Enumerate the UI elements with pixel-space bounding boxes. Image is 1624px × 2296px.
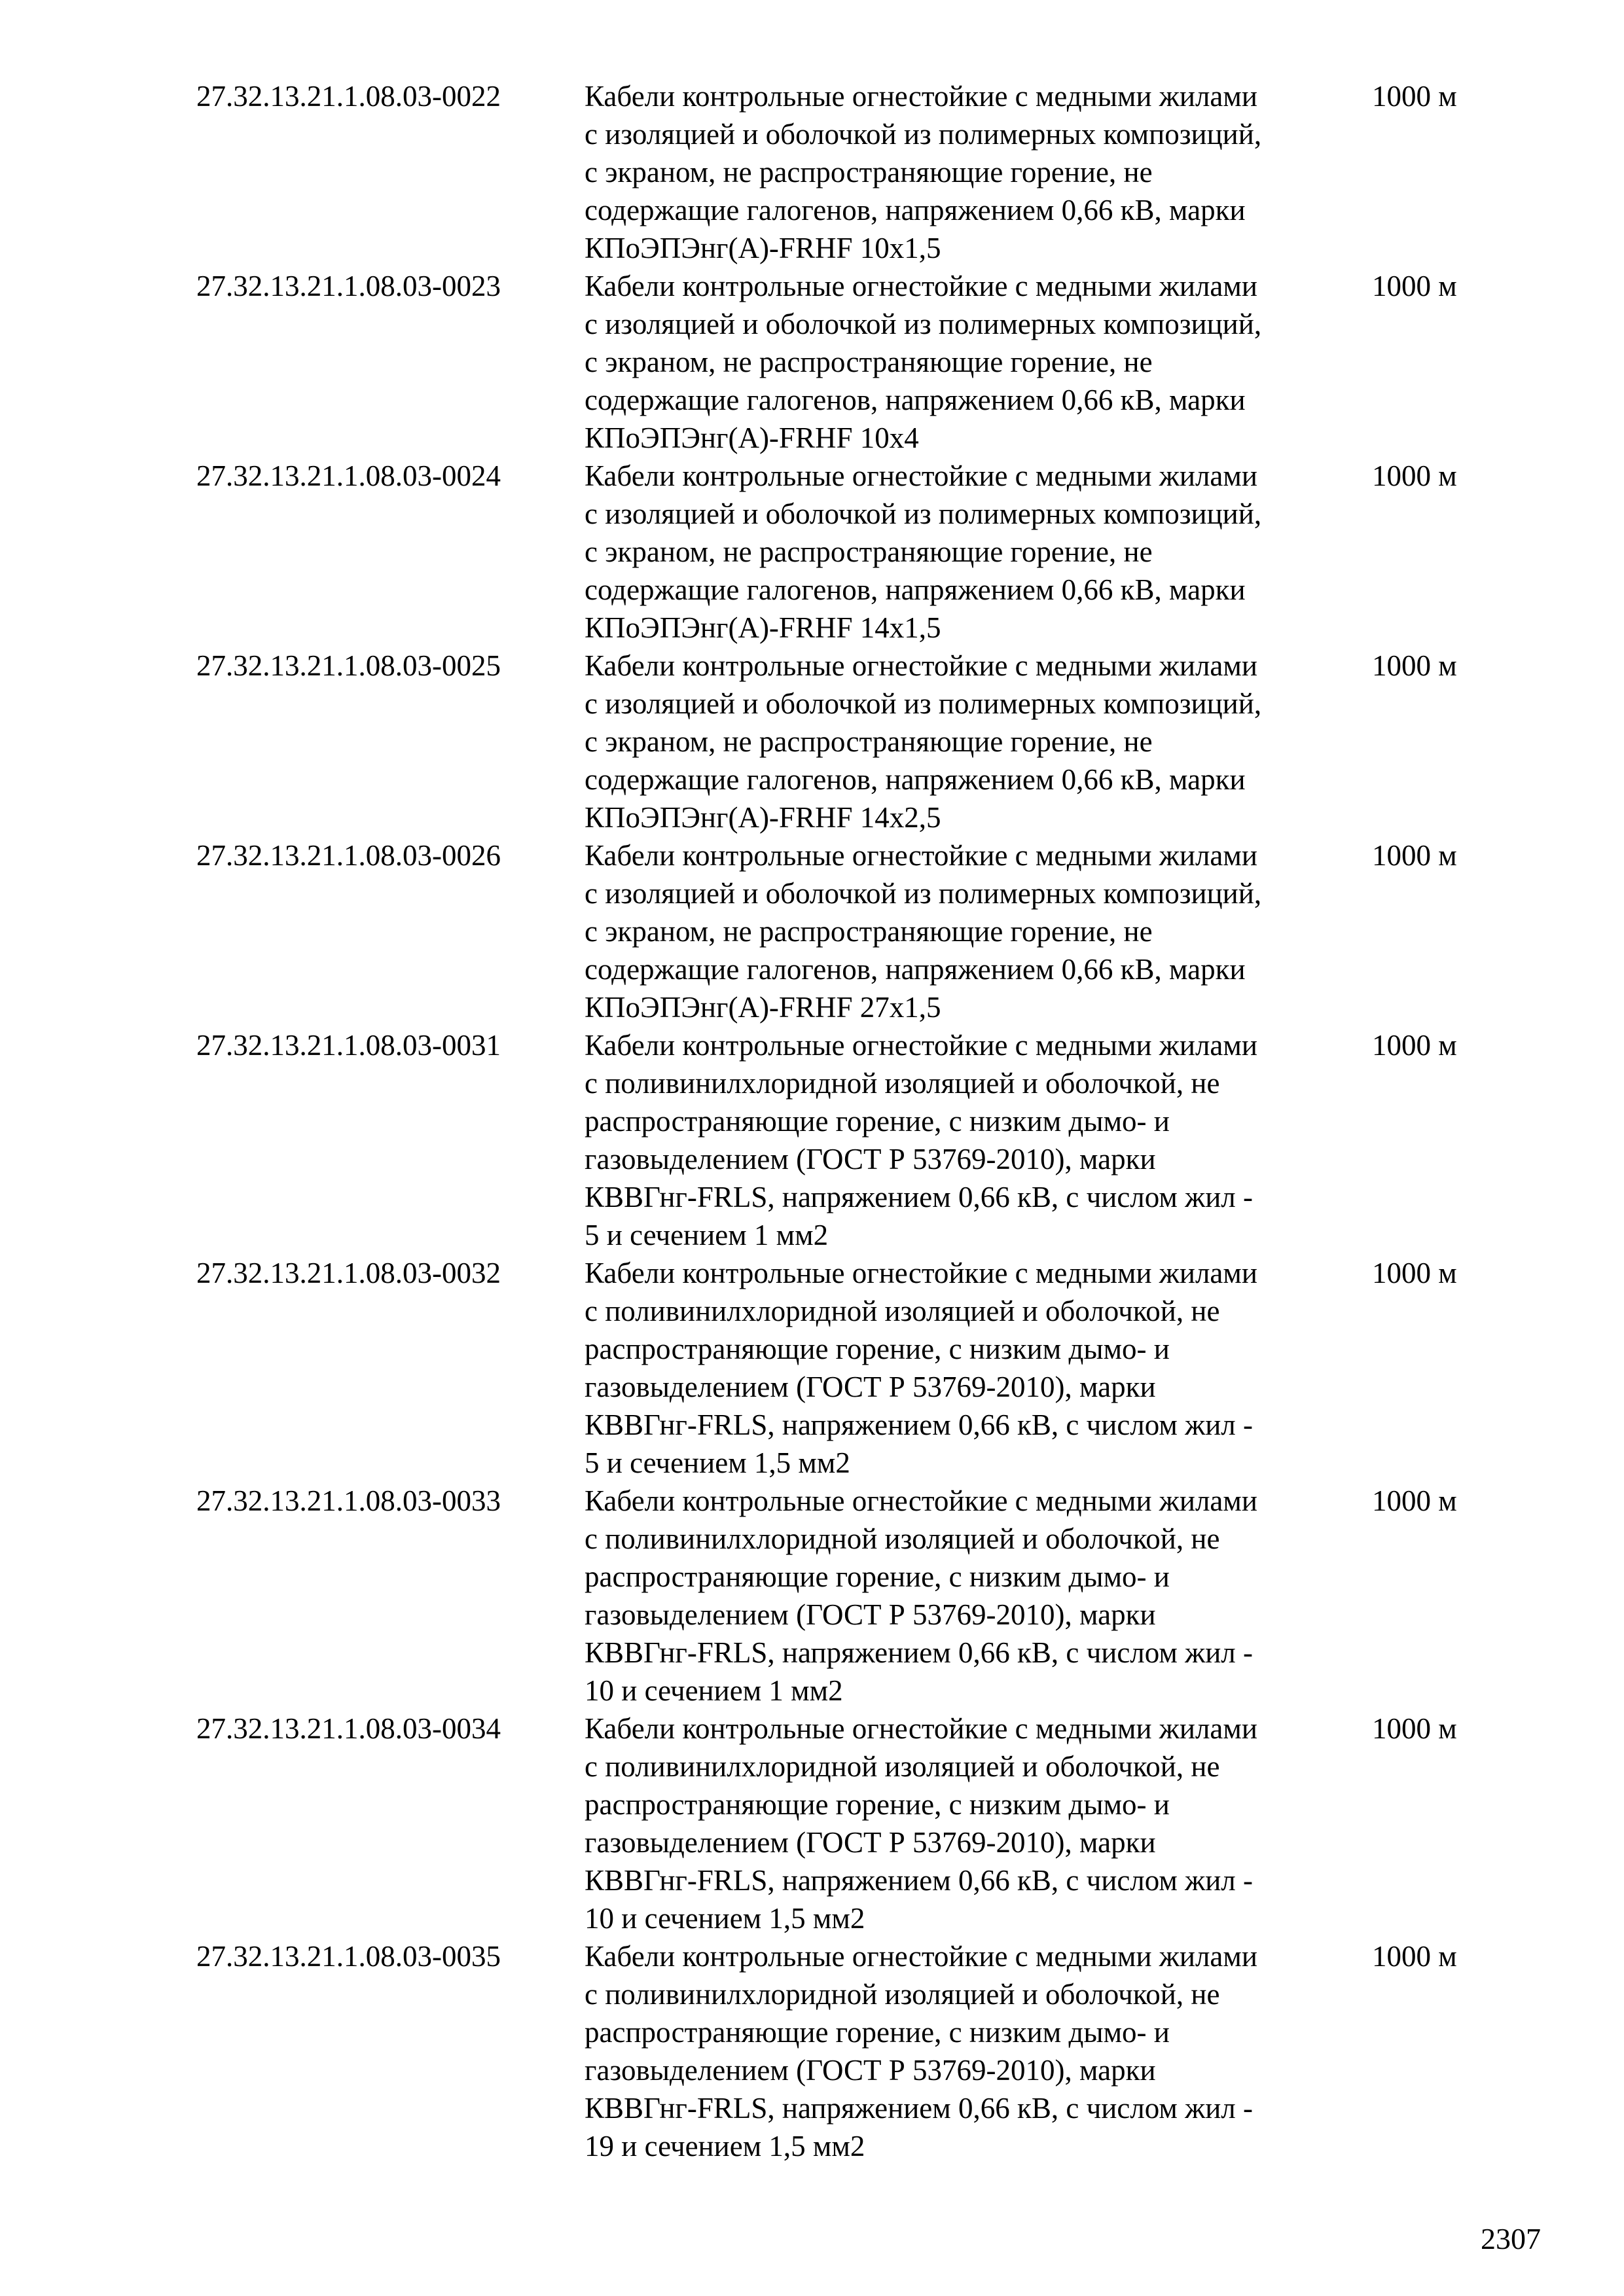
catalog-entry: [196, 1937, 1506, 2165]
entry-description-line: КПоЭПЭнг(А)-FRHF 14х2,5: [585, 801, 941, 834]
entry-description-line: содержащие галогенов, напряжением 0,66 кВ, марки: [585, 194, 1246, 226]
entry-description: [585, 267, 1360, 457]
entry-description-line: распространяющие горение, с низким дымо- и: [585, 1105, 1170, 1138]
entry-description-line: КПоЭПЭнг(А)-FRHF 10х1,5: [585, 232, 941, 264]
entry-description-line: 5 и сечением 1,5 мм2: [585, 1446, 850, 1479]
entry-description-line: Кабели контрольные огнестойкие с медными жилами: [585, 649, 1257, 682]
entry-code: 27.32.13.21.1.08.03-0031: [196, 1029, 501, 1062]
catalog-entry: [196, 267, 1506, 457]
entry-description-line: 10 и сечением 1,5 мм2: [585, 1902, 865, 1935]
entry-code: 27.32.13.21.1.08.03-0034: [196, 1712, 501, 1745]
entry-description-line: КПоЭПЭнг(А)-FRHF 10х4: [585, 422, 919, 454]
entry-code: 27.32.13.21.1.08.03-0033: [196, 1484, 501, 1517]
entry-description-line: Кабели контрольные огнестойкие с медными жилами: [585, 459, 1257, 492]
entry-description-line: с изоляцией и оболочкой из полимерных композиций,: [585, 877, 1262, 910]
entry-description-line: КВВГнг-FRLS, напряжением 0,66 кВ, с числом жил -: [585, 1864, 1253, 1897]
entry-description: [585, 1026, 1360, 1254]
entry-description-line: КВВГнг-FRLS, напряжением 0,66 кВ, с числом жил -: [585, 1636, 1253, 1669]
entry-code: 27.32.13.21.1.08.03-0023: [196, 270, 501, 302]
entry-description-line: 19 и сечением 1,5 мм2: [585, 2130, 865, 2162]
entry-description-line: КВВГнг-FRLS, напряжением 0,66 кВ, с числом жил -: [585, 2092, 1253, 2125]
entry-description-line: с поливинилхлоридной изоляцией и оболочкой, не: [585, 1978, 1220, 2011]
entry-unit: 1000 м: [1372, 1940, 1457, 1973]
entry-unit: 1000 м: [1372, 270, 1457, 302]
catalog-entry: [196, 836, 1506, 1026]
entry-description-line: распространяющие горение, с низким дымо- и: [585, 1560, 1170, 1593]
entry-description-line: с поливинилхлоридной изоляцией и оболочкой, не: [585, 1067, 1220, 1100]
entry-code: 27.32.13.21.1.08.03-0024: [196, 459, 501, 492]
entry-unit: 1000 м: [1372, 649, 1457, 682]
entry-description-line: Кабели контрольные огнестойкие с медными жилами: [585, 1940, 1257, 1973]
entry-description-line: газовыделением (ГОСТ Р 53769-2010), марки: [585, 1826, 1156, 1859]
entry-description-line: Кабели контрольные огнестойкие с медными жилами: [585, 80, 1257, 113]
entry-code: 27.32.13.21.1.08.03-0026: [196, 839, 501, 872]
entry-description-line: с экраном, не распространяющие горение, не: [585, 535, 1153, 568]
entry-description-line: Кабели контрольные огнестойкие с медными жилами: [585, 839, 1257, 872]
entry-code: 27.32.13.21.1.08.03-0025: [196, 649, 501, 682]
catalog-entries: [196, 77, 1506, 2165]
entry-description-line: КВВГнг-FRLS, напряжением 0,66 кВ, с числом жил -: [585, 1408, 1253, 1441]
entry-description-line: Кабели контрольные огнестойкие с медными жилами: [585, 1029, 1257, 1062]
page-number: 2307: [1481, 2222, 1541, 2255]
entry-description-line: содержащие галогенов, напряжением 0,66 кВ, марки: [585, 953, 1246, 986]
entry-description-line: с поливинилхлоридной изоляцией и оболочкой, не: [585, 1295, 1220, 1327]
catalog-entry: [196, 77, 1506, 267]
entry-unit: 1000 м: [1372, 1029, 1457, 1062]
entry-unit: 1000 м: [1372, 1484, 1457, 1517]
entry-description-line: содержащие галогенов, напряжением 0,66 кВ, марки: [585, 573, 1246, 606]
entry-description-line: Кабели контрольные огнестойкие с медными жилами: [585, 1257, 1257, 1289]
catalog-entry: [196, 1710, 1506, 1937]
entry-description: [585, 1482, 1360, 1710]
entry-description: [585, 77, 1360, 267]
entry-unit: 1000 м: [1372, 80, 1457, 113]
entry-description-line: с изоляцией и оболочкой из полимерных композиций,: [585, 118, 1262, 151]
entry-description-line: с экраном, не распространяющие горение, не: [585, 915, 1153, 948]
entry-description-line: Кабели контрольные огнестойкие с медными жилами: [585, 1484, 1257, 1517]
catalog-entry: [196, 457, 1506, 647]
entry-description: [585, 457, 1360, 647]
entry-description-line: Кабели контрольные огнестойкие с медными жилами: [585, 270, 1257, 302]
entry-description-line: с поливинилхлоридной изоляцией и оболочкой, не: [585, 1750, 1220, 1783]
catalog-entry: [196, 1026, 1506, 1254]
entry-description: [585, 1254, 1360, 1482]
entry-description: [585, 836, 1360, 1026]
entry-description-line: КПоЭПЭнг(А)-FRHF 14х1,5: [585, 611, 941, 644]
entry-description-line: содержащие галогенов, напряжением 0,66 кВ, марки: [585, 763, 1246, 796]
catalog-entry: [196, 1254, 1506, 1482]
entry-description-line: газовыделением (ГОСТ Р 53769-2010), марки: [585, 1143, 1156, 1175]
entry-description-line: с экраном, не распространяющие горение, не: [585, 156, 1153, 188]
entry-description-line: газовыделением (ГОСТ Р 53769-2010), марки: [585, 1598, 1156, 1631]
entry-description-line: Кабели контрольные огнестойкие с медными жилами: [585, 1712, 1257, 1745]
entry-description-line: распространяющие горение, с низким дымо- и: [585, 1788, 1170, 1821]
entry-code: 27.32.13.21.1.08.03-0022: [196, 80, 501, 113]
entry-description-line: с изоляцией и оболочкой из полимерных композиций,: [585, 497, 1262, 530]
entry-description: [585, 1937, 1360, 2165]
entry-unit: 1000 м: [1372, 1257, 1457, 1289]
entry-description-line: распространяющие горение, с низким дымо- и: [585, 2016, 1170, 2049]
entry-unit: 1000 м: [1372, 839, 1457, 872]
entry-description-line: с изоляцией и оболочкой из полимерных композиций,: [585, 687, 1262, 720]
entry-description-line: КПоЭПЭнг(А)-FRHF 27х1,5: [585, 991, 941, 1024]
catalog-entry: [196, 1482, 1506, 1710]
catalog-entry: [196, 647, 1506, 836]
entry-description: [585, 1710, 1360, 1937]
entry-description-line: 5 и сечением 1 мм2: [585, 1219, 829, 1251]
entry-description-line: газовыделением (ГОСТ Р 53769-2010), марки: [585, 1371, 1156, 1403]
entry-description-line: распространяющие горение, с низким дымо- и: [585, 1333, 1170, 1365]
entry-description: [585, 647, 1360, 836]
entry-unit: 1000 м: [1372, 1712, 1457, 1745]
entry-description-line: с экраном, не распространяющие горение, не: [585, 725, 1153, 758]
entry-description-line: с поливинилхлоридной изоляцией и оболочкой, не: [585, 1522, 1220, 1555]
entry-description-line: газовыделением (ГОСТ Р 53769-2010), марки: [585, 2054, 1156, 2087]
entry-description-line: с изоляцией и оболочкой из полимерных композиций,: [585, 308, 1262, 340]
entry-unit: 1000 м: [1372, 459, 1457, 492]
entry-code: 27.32.13.21.1.08.03-0032: [196, 1257, 501, 1289]
entry-description-line: КВВГнг-FRLS, напряжением 0,66 кВ, с числом жил -: [585, 1181, 1253, 1213]
entry-description-line: содержащие галогенов, напряжением 0,66 кВ, марки: [585, 384, 1246, 416]
entry-description-line: 10 и сечением 1 мм2: [585, 1674, 843, 1707]
entry-code: 27.32.13.21.1.08.03-0035: [196, 1940, 501, 1973]
entry-description-line: с экраном, не распространяющие горение, не: [585, 346, 1153, 378]
